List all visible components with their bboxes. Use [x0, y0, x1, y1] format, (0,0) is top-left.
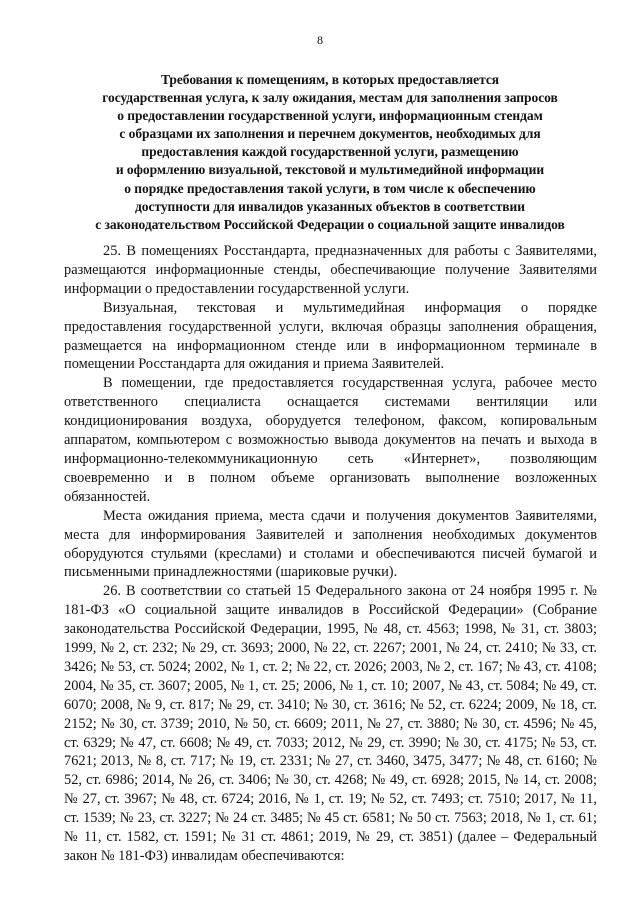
heading-line: Требования к помещениям, в которых предоставляется — [160, 72, 500, 87]
heading-line: о предоставлении государственной услуги, информационным стендам — [117, 108, 543, 124]
body-text — [64, 242, 597, 866]
heading-line: с законодательством Российской Федерации о социальной защите инвалидов — [95, 216, 565, 232]
paragraph-waiting-areas: Места ожидания приема, места сдачи и получения документов Заявителями, места для информирования Заявителей и заполнения необходимых документов оборудуются стульями (креслами) и столами и обеспечиваются писчей бумагой и письменными принадлежностями (шариковые ручки). — [64, 507, 597, 581]
paragraph-visual-information: Визуальная, текстовая и мультимедийная информация о порядке предоставления государственной услуги, включая образцы заполнения обращения, размещается на информационном стенде или в информационном терминале в помещении Росстандарта для ожидания и приема Заявителей. — [64, 299, 597, 373]
heading-line: с образцами их заполнения и перечнем документов, необходимых для — [119, 126, 541, 142]
page-number: 8 — [317, 33, 323, 47]
heading-line: государственная услуга, к залу ожидания, местам для заполнения запросов — [102, 90, 558, 106]
heading-line: о порядке предоставления такой услуги, в том числе к обеспечению — [124, 180, 536, 196]
paragraph-25: 25. В помещениях Росстандарта, предназначенных для работы с Заявителями, размещаются информационные стенды, обеспечивающие получение Заявителями информации о предоставлении государственной услуги. — [64, 243, 597, 297]
section-heading — [60, 71, 600, 234]
paragraph-workplace: В помещении, где предоставляется государственная услуга, рабочее место ответственного специалиста оснащается системами вентиляции или кондиционирования воздуха, оборудуется телефоном, факсом, копировальным аппаратом, компьютером с возможностью вывода документов на печать и выхода в информационно-телекоммуникационную сеть «Интернет», позволяющим своевременно и в полном объеме организовать выполнение возложенных обязанностей. — [64, 375, 597, 505]
paragraph-26: 26. В соответствии со статьей 15 Федерального закона от 24 ноября 1995 г. № 181-ФЗ «О социальной защите инвалидов в Российской Федерации» (Собрание законодательства Российской Федерации, 1995, № 48, ст. 4563; 1998, № 31, ст. 3803; 1999, № 2, ст. 232; № 29, ст. 3693; 2000, № 22, ст. 2267; 2001, № 24, ст. 2410; № 33, ст. 3426; № 53, ст. 5024; 2002, № 1, ст. 2; № 22, ст. 2026; 2003, № 2, ст. 167; № 43, ст. 4108; 2004, № 35, ст. 3607; 2005, № 1, ст. 25; 2006, № 1, ст. 10; 2007, № 43, ст. 5084; № 49, ст. 6070; 2008, № 9, ст. 817; № 29, ст. 3410; № 30, ст. 3616; № 52, ст. 6224; 2009, № 18, ст. 2152; № 30, ст. 3739; 2010, № 50, ст. 6609; 2011, № 27, ст. 3880; № 30, ст. 4596; № 45, ст. 6329; № 47, ст. 6608; № 49, ст. 7033; 2012, № 29, ст. 3990; № 30, ст. 4175; № 53, ст. 7621; 2013, № 8, ст. 717; № 19, ст. 2331; № 27, ст. 3460, 3475, 3477; № 48, ст. 6160; № 52, ст. 6986; 2014, № 26, ст. 3406; № 30, ст. 4268; № 49, ст. 6928; 2015, № 14, ст. 2008; № 27, ст. 3967; № 48, ст. 6724; 2016, № 1, ст. 19; № 52, ст. 7493; ст. 7510; 2017, № 11, ст. 1539; № 23, ст. 3227; № 24 ст. 3485; № 45 ст. 6581; № 50 ст. 7563; 2018, № 1, ст. 61; № 11, ст. 1582, ст. 1591; № 31 ст. 4861; 2019, № 29, ст. 3851) (далее – Федеральный закон № 181-ФЗ) инвалидам обеспечиваются: — [64, 583, 597, 864]
heading-line: и оформлению визуальной, текстовой и мультимедийной информации — [115, 162, 545, 178]
heading-line: предоставления каждой государственной услуги, размещению — [141, 144, 519, 160]
heading-line: доступности для инвалидов указанных объектов в соответствии — [135, 198, 525, 214]
